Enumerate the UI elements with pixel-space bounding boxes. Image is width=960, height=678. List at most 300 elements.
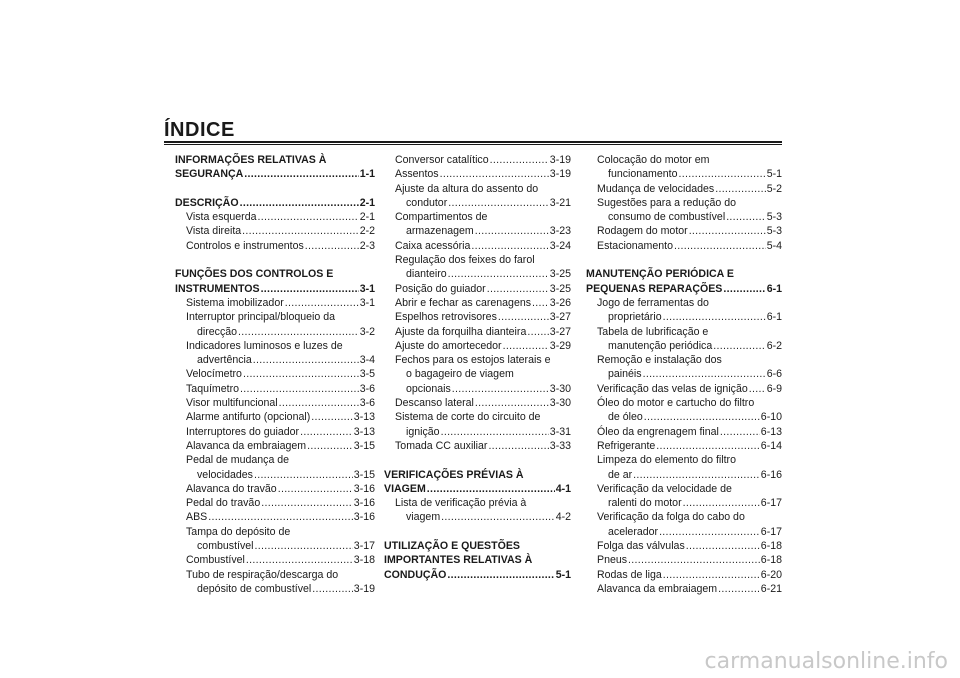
toc-page-number: 1-1	[359, 168, 375, 181]
toc-entry	[175, 453, 375, 467]
toc-entry-title: Jogo de ferramentas do	[597, 296, 709, 309]
toc-page-number: 3-1	[359, 282, 375, 295]
toc-entry[interactable]	[175, 482, 375, 496]
toc-entry[interactable]	[586, 410, 782, 424]
toc-entry-title: Visor multifuncional	[186, 397, 278, 410]
toc-column-2	[384, 153, 571, 582]
toc-entry[interactable]	[175, 325, 375, 339]
toc-entry[interactable]	[586, 367, 782, 381]
toc-page-number: 3-6	[359, 397, 375, 410]
toc-entry	[586, 153, 782, 167]
toc-dot-leader	[242, 224, 359, 238]
toc-entry[interactable]	[586, 224, 782, 238]
toc-section-heading[interactable]	[175, 282, 375, 296]
toc-entry-title: Caixa acessória	[395, 239, 471, 252]
toc-page-number: 3-13	[353, 411, 375, 424]
toc-page-number: 2-1	[359, 211, 375, 224]
toc-entry	[586, 353, 782, 367]
toc-entry-title: Remoção e instalação dos	[597, 354, 722, 367]
toc-page-number: 3-25	[549, 268, 571, 281]
toc-page-number: 6-1	[766, 282, 782, 295]
toc-entry-title: de óleo	[608, 411, 643, 424]
toc-dot-leader	[300, 425, 353, 439]
toc-page-number: 6-17	[760, 525, 782, 538]
toc-entry-title: Espelhos retrovisores	[395, 311, 497, 324]
toc-dot-leader	[749, 382, 766, 396]
toc-entry-title: Descanso lateral	[395, 397, 474, 410]
toc-page-number: 3-23	[549, 225, 571, 238]
toc-dot-leader	[723, 282, 765, 296]
toc-entry[interactable]	[586, 339, 782, 353]
toc-dot-leader	[643, 367, 766, 381]
toc-dot-leader	[441, 510, 555, 524]
toc-entry-title: ignição	[406, 425, 440, 438]
toc-entry[interactable]	[175, 239, 375, 253]
toc-section-heading	[586, 267, 782, 281]
toc-section-heading	[175, 153, 375, 167]
toc-spacer	[384, 525, 571, 539]
page-title: ÍNDICE	[164, 119, 235, 141]
toc-entry[interactable]	[384, 339, 571, 353]
toc-spacer	[175, 182, 375, 196]
toc-entry-title: Alarme antifurto (opcional)	[186, 411, 311, 424]
toc-entry-title: o bagageiro de viagem	[406, 368, 514, 381]
toc-dot-leader	[726, 210, 766, 224]
toc-entry	[384, 410, 571, 424]
toc-entry[interactable]	[175, 382, 375, 396]
toc-dot-leader	[471, 239, 548, 253]
toc-entry	[586, 296, 782, 310]
toc-page-number: 3-30	[549, 397, 571, 410]
toc-entry-title: condutor	[406, 196, 448, 209]
toc-entry[interactable]	[586, 382, 782, 396]
toc-page-number: 6-9	[766, 382, 782, 395]
toc-entry[interactable]	[384, 425, 571, 439]
toc-spacer	[175, 253, 375, 267]
toc-entry[interactable]	[384, 382, 571, 396]
toc-entry-title: SEGURANÇA	[175, 168, 244, 181]
toc-entry-title: Tomada CC auxiliar	[395, 439, 488, 452]
toc-dot-leader	[475, 396, 549, 410]
toc-page-number: 3-26	[549, 296, 571, 309]
toc-dot-leader	[452, 382, 549, 396]
toc-entry[interactable]	[586, 239, 782, 253]
toc-entry-title: INSTRUMENTOS	[175, 282, 260, 295]
toc-page-number: 3-19	[549, 168, 571, 181]
toc-entry-title: Conversor catalítico	[395, 154, 489, 166]
toc-dot-leader	[663, 568, 760, 582]
toc-entry-title: opcionais	[406, 382, 451, 395]
toc-entry-title: Rodagem do motor	[597, 225, 688, 238]
toc-entry-title: Lista de verificação prévia à	[395, 497, 527, 510]
toc-entry-title: Fechos para os estojos laterais e	[395, 354, 551, 367]
toc-entry-title: MANUTENÇÃO PERIÓDICA E	[586, 268, 734, 281]
toc-entry[interactable]	[586, 425, 782, 439]
toc-page-number: 5-3	[766, 211, 782, 224]
toc-dot-leader	[255, 539, 353, 553]
toc-page-number: 3-19	[353, 582, 375, 595]
toc-entry-title: Óleo da engrenagem final	[597, 425, 719, 438]
toc-entry	[586, 325, 782, 339]
toc-dot-leader	[257, 210, 358, 224]
toc-entry-title: depósito de combustível	[197, 582, 312, 595]
toc-dot-leader	[644, 410, 760, 424]
toc-dot-leader	[718, 582, 760, 596]
toc-page-number: 5-1	[766, 168, 782, 181]
toc-entry	[384, 253, 571, 267]
toc-entry-title: Estacionamento	[597, 239, 673, 252]
toc-entry	[175, 310, 375, 324]
toc-page-number: 3-16	[353, 497, 375, 510]
toc-entry-title: UTILIZAÇÃO E QUESTÕES	[384, 540, 520, 553]
toc-entry-title: Velocímetro	[186, 368, 242, 381]
toc-dot-leader	[311, 410, 353, 424]
toc-entry-title: Óleo do motor e cartucho do filtro	[597, 397, 755, 410]
toc-page-number: 3-21	[549, 196, 571, 209]
toc-section-heading[interactable]	[175, 196, 375, 210]
toc-entry-title: Pedal de mudança de	[186, 454, 290, 467]
toc-entry-title: Indicadores luminosos e luzes de	[186, 339, 343, 352]
toc-page-number: 3-13	[353, 425, 375, 438]
toc-entry-title: consumo de combustível	[608, 211, 726, 224]
toc-page-number: 3-4	[359, 354, 375, 367]
toc-entry[interactable]	[586, 582, 782, 596]
toc-entry-title: DESCRIÇÃO	[175, 196, 239, 209]
toc-entry[interactable]	[175, 468, 375, 482]
toc-entry	[384, 182, 571, 196]
toc-entry[interactable]	[586, 210, 782, 224]
toc-dot-leader	[243, 367, 359, 381]
toc-entry[interactable]	[586, 539, 782, 553]
toc-page-number: 3-25	[549, 282, 571, 295]
toc-entry-title: Ajuste da forquilha dianteira	[395, 325, 527, 338]
toc-entry-title: direcção	[197, 325, 238, 338]
toc-dot-leader	[427, 482, 555, 496]
toc-entry	[586, 482, 782, 496]
toc-entry	[175, 339, 375, 353]
toc-dot-leader	[448, 267, 549, 281]
toc-page-number: 6-6	[766, 368, 782, 381]
toc-dot-leader	[447, 568, 554, 582]
toc-entry-title: ralenti do motor	[608, 497, 682, 510]
toc-entry[interactable]	[384, 153, 571, 167]
toc-entry[interactable]	[175, 510, 375, 524]
toc-entry[interactable]	[384, 510, 571, 524]
toc-dot-leader	[238, 325, 359, 339]
toc-page-number: 3-29	[549, 339, 571, 352]
toc-entry-title: Abrir e fechar as carenagens	[395, 296, 532, 309]
toc-entry	[586, 510, 782, 524]
toc-dot-leader	[305, 239, 359, 253]
toc-entry	[586, 396, 782, 410]
toc-page-number: 3-19	[549, 154, 571, 166]
toc-entry-title: painéis	[608, 368, 642, 381]
toc-entry-title: velocidades	[197, 468, 253, 481]
toc-entry-title: acelerador	[608, 525, 659, 538]
toc-section-heading[interactable]	[384, 482, 571, 496]
toc-entry	[384, 367, 571, 381]
toc-dot-leader	[686, 539, 760, 553]
toc-entry-title: Vista direita	[186, 225, 242, 238]
toc-entry-title: Controlos e instrumentos	[186, 239, 304, 252]
toc-entry-title: Pedal do travão	[186, 497, 261, 510]
toc-spacer	[586, 253, 782, 267]
toc-dot-leader	[498, 310, 549, 324]
toc-dot-leader	[715, 182, 765, 196]
toc-entry-title: Limpeza do elemento do filtro	[597, 454, 736, 467]
toc-entry-title: armazenagem	[406, 225, 474, 238]
toc-dot-leader	[279, 396, 359, 410]
toc-page-number: 6-13	[760, 425, 782, 438]
toc-entry[interactable]	[175, 539, 375, 553]
toc-entry[interactable]	[384, 282, 571, 296]
toc-entry[interactable]	[384, 396, 571, 410]
toc-page-number: 6-16	[760, 468, 782, 481]
toc-page-number: 6-18	[760, 554, 782, 567]
toc-entry[interactable]	[586, 468, 782, 482]
toc-page-number: 6-17	[760, 497, 782, 510]
toc-page-number: 5-1	[555, 568, 571, 581]
toc-page-number: 3-30	[549, 382, 571, 395]
toc-entry	[384, 496, 571, 510]
toc-section-heading[interactable]	[175, 167, 375, 181]
toc-dot-leader	[278, 482, 353, 496]
toc-page-number: 5-4	[766, 239, 782, 252]
toc-entry[interactable]	[175, 439, 375, 453]
toc-dot-leader	[663, 310, 766, 324]
toc-section-heading	[175, 267, 375, 281]
toc-entry[interactable]	[586, 167, 782, 181]
toc-dot-leader	[656, 439, 760, 453]
toc-page-number: 6-2	[766, 339, 782, 352]
toc-dot-leader	[253, 353, 359, 367]
toc-dot-leader	[683, 496, 760, 510]
toc-entry[interactable]	[586, 439, 782, 453]
toc-entry-title: Alavanca da embraiagem	[186, 439, 307, 452]
toc-entry[interactable]	[175, 553, 375, 567]
toc-page-number: 6-21	[760, 582, 782, 595]
toc-entry-title: combustível	[197, 540, 254, 553]
toc-dot-leader	[307, 439, 353, 453]
toc-entry-title: Sistema imobilizador	[186, 296, 284, 309]
toc-page-number: 6-14	[760, 439, 782, 452]
toc-entry[interactable]	[586, 182, 782, 196]
toc-entry-title: Sistema de corte do circuito de	[395, 411, 541, 424]
toc-dot-leader	[285, 296, 359, 310]
toc-dot-leader	[720, 425, 760, 439]
toc-entry-title: Verificação das velas de ignição	[597, 382, 748, 395]
toc-entry-title: Rodas de liga	[597, 568, 662, 581]
toc-entry[interactable]	[586, 310, 782, 324]
toc-page-number: 3-6	[359, 382, 375, 395]
toc-page-number: 4-1	[555, 482, 571, 495]
toc-page-number: 6-18	[760, 540, 782, 553]
toc-dot-leader	[441, 425, 549, 439]
toc-entry[interactable]	[384, 224, 571, 238]
toc-dot-leader	[503, 339, 549, 353]
toc-dot-leader	[312, 582, 353, 596]
toc-page-number: 6-1	[766, 311, 782, 324]
toc-dot-leader	[628, 553, 760, 567]
toc-entry	[175, 568, 375, 582]
title-rule	[164, 141, 782, 143]
toc-section-heading	[384, 553, 571, 567]
toc-page-number: 5-2	[766, 182, 782, 195]
toc-dot-leader	[487, 282, 549, 296]
toc-entry[interactable]	[175, 210, 375, 224]
toc-entry	[384, 210, 571, 224]
toc-spacer	[384, 453, 571, 467]
toc-column-1	[175, 153, 375, 596]
toc-dot-leader	[261, 496, 353, 510]
toc-entry-title: Vista esquerda	[186, 211, 257, 224]
toc-section-heading[interactable]	[384, 568, 571, 582]
toc-entry[interactable]	[586, 496, 782, 510]
toc-entry-title: Verificação da velocidade de	[597, 482, 732, 495]
toc-entry-title: Posição do guiador	[395, 282, 486, 295]
toc-entry[interactable]	[175, 582, 375, 596]
toc-page-number: 3-17	[353, 540, 375, 553]
toc-entry-title: Folga das válvulas	[597, 540, 685, 553]
toc-dot-leader	[674, 239, 766, 253]
toc-page-number: 6-10	[760, 411, 782, 424]
toc-page-number: 3-31	[549, 425, 571, 438]
toc-entry-title: Pneus	[597, 554, 628, 567]
toc-dot-leader	[689, 224, 766, 238]
toc-dot-leader	[208, 510, 353, 524]
toc-section-heading	[384, 468, 571, 482]
toc-entry	[586, 453, 782, 467]
toc-entry	[175, 525, 375, 539]
toc-page-number: 3-1	[359, 296, 375, 309]
toc-dot-leader	[246, 553, 353, 567]
toc-dot-leader	[448, 196, 549, 210]
toc-entry-title: de ar	[608, 468, 633, 481]
toc-entry-title: dianteiro	[406, 268, 447, 281]
toc-entry-title: Interruptores do guiador	[186, 425, 300, 438]
toc-entry[interactable]	[384, 267, 571, 281]
toc-section-heading	[384, 539, 571, 553]
toc-entry[interactable]	[175, 425, 375, 439]
toc-entry-title: FUNÇÕES DOS CONTROLOS E	[175, 268, 334, 281]
toc-page-number: 2-2	[359, 225, 375, 238]
toc-page-number: 2-1	[359, 196, 375, 209]
toc-page-number: 3-16	[353, 511, 375, 524]
toc-entry-title: Tampa do depósito de	[186, 525, 291, 538]
toc-entry[interactable]	[384, 167, 571, 181]
toc-dot-leader	[254, 468, 353, 482]
toc-dot-leader	[659, 525, 760, 539]
toc-dot-leader	[440, 167, 549, 181]
toc-entry-title: CONDUÇÃO	[384, 568, 447, 581]
toc-entry	[384, 353, 571, 367]
toc-entry-title: Regulação dos feixes do farol	[395, 254, 535, 267]
toc-section-heading[interactable]	[586, 282, 782, 296]
toc-page-number: 3-2	[359, 325, 375, 338]
toc-entry[interactable]	[384, 239, 571, 253]
toc-page-number: 6-20	[760, 568, 782, 581]
toc-entry-title: Combustível	[186, 554, 245, 567]
toc-dot-leader	[240, 196, 359, 210]
toc-dot-leader	[488, 439, 548, 453]
toc-page-number: 4-2	[555, 511, 571, 524]
toc-entry-title: Assentos	[395, 168, 439, 181]
toc-page-number: 5-3	[766, 225, 782, 238]
toc-entry-title: INFORMAÇÕES RELATIVAS À	[175, 154, 327, 166]
toc-entry[interactable]	[384, 196, 571, 210]
toc-page-number: 3-33	[549, 439, 571, 452]
toc-page-number: 3-5	[359, 368, 375, 381]
toc-page-number: 3-15	[353, 439, 375, 452]
toc-dot-leader	[261, 282, 359, 296]
toc-entry-title: Taquímetro	[186, 382, 239, 395]
toc-entry-title: Compartimentos de	[395, 211, 488, 224]
toc-entry[interactable]	[384, 296, 571, 310]
toc-page-number: 3-15	[353, 468, 375, 481]
toc-entry[interactable]	[384, 325, 571, 339]
toc-entry[interactable]	[175, 367, 375, 381]
toc-page-number: 3-24	[549, 239, 571, 252]
toc-page-number: 3-16	[353, 482, 375, 495]
toc-entry-title: Ajuste da altura do assento do	[395, 182, 539, 195]
toc-dot-leader	[244, 167, 358, 181]
toc-entry[interactable]	[384, 310, 571, 324]
toc-dot-leader	[490, 153, 549, 167]
toc-entry-title: viagem	[406, 511, 441, 524]
toc-entry-title: Alavanca da embraiagem	[597, 582, 718, 595]
toc-entry-title: manutenção periódica	[608, 339, 713, 352]
toc-page-number: 3-18	[353, 554, 375, 567]
toc-entry-title: Interruptor principal/bloqueio da	[186, 311, 335, 324]
toc-entry	[586, 196, 782, 210]
toc-entry[interactable]	[175, 353, 375, 367]
toc-entry-title: Verificação da folga do cabo do	[597, 511, 745, 524]
toc-entry-title: Tubo de respiração/descarga do	[186, 568, 339, 581]
toc-dot-leader	[532, 296, 549, 310]
toc-dot-leader	[475, 224, 549, 238]
toc-entry-title: Sugestões para a redução do	[597, 196, 736, 209]
toc-entry[interactable]	[175, 496, 375, 510]
toc-entry-title: advertência	[197, 354, 252, 367]
toc-entry-title: Alavanca do travão	[186, 482, 277, 495]
toc-dot-leader	[240, 382, 359, 396]
toc-page-number: 2-3	[359, 239, 375, 252]
toc-entry[interactable]	[384, 439, 571, 453]
toc-entry[interactable]	[175, 224, 375, 238]
toc-entry-title: Refrigerante	[597, 439, 656, 452]
toc-entry[interactable]	[586, 525, 782, 539]
toc-entry[interactable]	[175, 296, 375, 310]
toc-entry-title: Ajuste do amortecedor	[395, 339, 502, 352]
toc-entry-title: funcionamento	[608, 168, 678, 181]
toc-entry[interactable]	[175, 396, 375, 410]
toc-entry-title: VIAGEM	[384, 482, 426, 495]
toc-entry[interactable]	[586, 568, 782, 582]
toc-entry-title: Tabela de lubrificação e	[597, 325, 709, 338]
toc-entry-title: VERIFICAÇÕES PRÉVIAS À	[384, 468, 524, 481]
toc-dot-leader	[713, 339, 765, 353]
toc-entry[interactable]	[175, 410, 375, 424]
title-rule-thin	[164, 144, 782, 145]
toc-dot-leader	[527, 325, 548, 339]
toc-entry-title: proprietário	[608, 311, 662, 324]
watermark: carmanualsonline.info	[704, 649, 948, 674]
toc-entry-title: ABS	[186, 511, 208, 524]
toc-page-number: 3-27	[549, 325, 571, 338]
toc-column-3	[586, 153, 782, 596]
toc-entry-title: IMPORTANTES RELATIVAS À	[384, 554, 533, 567]
toc-entry[interactable]	[586, 553, 782, 567]
